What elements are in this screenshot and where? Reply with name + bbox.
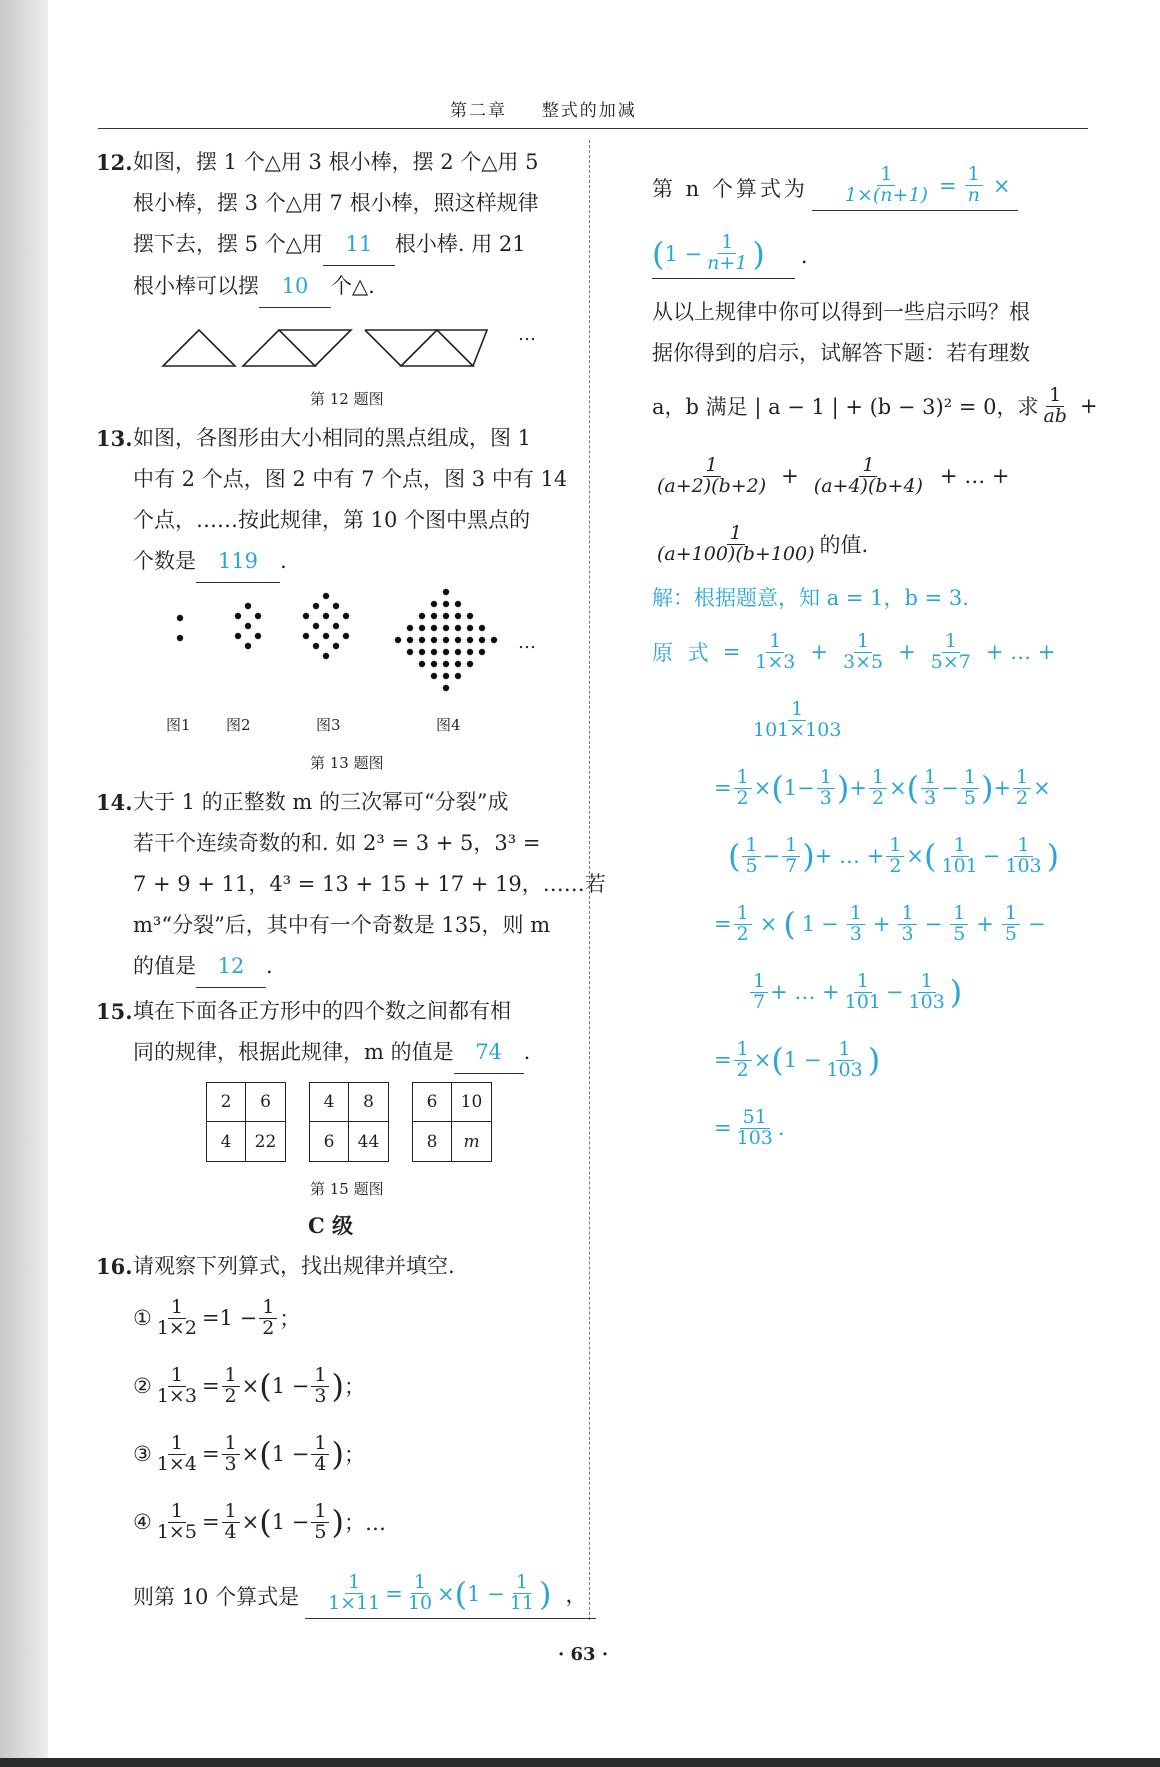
q15-square-3 [412, 1082, 492, 1162]
q15-line2: 同的规律，根据此规律，m 的值是 74 . [133, 1032, 530, 1074]
solution-line2: 原 式 = $\frac{1}{1\times 3}$ + $\frac{1}{3\times 5}$ + $\frac{1}{5\times 7}$ + … + [652, 629, 1056, 673]
q16-nth-answer-part2: ( 1 − $\frac{1}{n+1}$ ) [652, 233, 795, 279]
dot [443, 589, 449, 595]
q13-text [133, 418, 567, 583]
dot [431, 601, 437, 607]
dot [313, 603, 319, 609]
dot [419, 613, 425, 619]
q16-number: 16. [96, 1254, 133, 1279]
solution-step3: = $\frac{1}{2}$ × ( 1 − $\frac{1}{103}$ ) [714, 1037, 881, 1081]
dot [455, 637, 461, 643]
q12-answer-blank-2: 10 [259, 266, 331, 308]
dot [479, 625, 485, 631]
q13-caption: 第 13 题图 [310, 754, 384, 772]
chapter-label: 第二章 [450, 101, 507, 121]
q12-figure-ellipsis: … [518, 324, 536, 345]
q13-fig2-label: 图2 [226, 716, 251, 734]
dot [313, 623, 319, 629]
q16-tenth-answer: $\frac{1}{1\times 11}$ = $\frac{1}{10}$ × ( 1 − $\frac{1}{11}$ ) ， [305, 1573, 596, 1619]
dot [431, 613, 437, 619]
solution-step1: = $\frac{1}{2}$ × ( 1 − $\frac{1}{3}$ ) + $\frac{1}{2}$ × ( $\frac{1}{3}$ − $\frac{1}{5}$ ) + $\frac{1}{2}$ × [714, 765, 1051, 809]
dot [443, 625, 449, 631]
figure-two-triangles-lower [243, 330, 315, 366]
dot [333, 623, 339, 629]
right-line4: $\frac{1}{(a+2)(b+2)}$ + $\frac{1}{(a+4)(b+4)}$ + … + [657, 453, 1010, 497]
figure-two-triangles-upper [279, 330, 351, 366]
square-cell: 4 [207, 1122, 246, 1161]
dot [419, 649, 425, 655]
dot [255, 633, 261, 639]
dot [467, 613, 473, 619]
q16-nth-formula-cont: ( 1 − $\frac{1}{n+1}$ ) . [652, 226, 808, 286]
right-line5: $\frac{1}{(a+100)(b+100)}$ 的值. [657, 521, 869, 565]
q13-line4: 个数是 119 . [133, 541, 567, 583]
solution-line3: $\frac{1}{101\times 103}$ [753, 697, 842, 741]
dot [395, 637, 401, 643]
q16-intro: 请观察下列算式，找出规律并填空. [133, 1254, 455, 1278]
q12-line3: 摆下去，摆 5 个△用 11 根小棒. 用 21 [133, 224, 539, 266]
dot [333, 643, 339, 649]
square-cell: 8 [413, 1122, 452, 1161]
textbook-page [48, 0, 1160, 1758]
q12-line1: 如图，摆 1 个△用 3 根小棒，摆 2 个△用 5 [133, 150, 539, 174]
dot [467, 625, 473, 631]
q14-text [133, 782, 606, 988]
dot [419, 661, 425, 667]
dot [177, 635, 183, 641]
square-cell: 22 [254, 1131, 277, 1152]
q12-line2: 根小棒，摆 3 个△用 7 根小棒，照这样规律 [133, 191, 539, 215]
square-cell: 6 [310, 1122, 349, 1161]
dot [303, 633, 309, 639]
right-line3: a，b 满足 | a − 1 | + (b − 3)² = 0，求 $\frac{1}{ab}$ + [652, 383, 1098, 427]
dot [333, 603, 339, 609]
right-line2: 据你得到的启示，试解答下题：若有理数 [652, 341, 1030, 365]
page-edge-shadow [0, 0, 48, 1767]
dot [443, 637, 449, 643]
q15-square-1 [206, 1082, 286, 1162]
dot [323, 593, 329, 599]
q15-answer-blank: 74 [454, 1032, 524, 1074]
dot [443, 613, 449, 619]
solution-step2: = $\frac{1}{2}$ × ( 1 − $\frac{1}{3}$ + $\frac{1}{3}$ − $\frac{1}{5}$ + $\frac{1}{5}$ − [714, 901, 1046, 945]
running-header [450, 96, 637, 121]
q12-number: 12. [96, 150, 133, 175]
dot [443, 673, 449, 679]
dot [431, 661, 437, 667]
dot [479, 649, 485, 655]
q14-answer-blank: 12 [196, 946, 266, 988]
bottom-bar [0, 1758, 1160, 1767]
q13-number: 13. [96, 426, 133, 451]
q16-formula-3: ③ $\frac{1}{1\times 4}$ = $\frac{1}{3}$ × ( 1 − $\frac{1}{4}$ ) ； [133, 1431, 365, 1475]
q13-fig1-label: 图1 [166, 716, 191, 734]
square-cell: 6 [246, 1083, 285, 1122]
q16-nth-answer-part1: $\frac{1}{1\times(n+1)}$ = $\frac{1}{n}$ × [812, 165, 1019, 211]
dot [323, 653, 329, 659]
dot [419, 637, 425, 643]
chapter-title: 整式的加减 [541, 101, 637, 121]
q14-line2: 若干个连续奇数的和. 如 2³ = 3 + 5，3³ = [133, 831, 541, 855]
dot [177, 615, 183, 621]
solution-step1-cont: ( $\frac{1}{5}$ − $\frac{1}{7}$ ) + … + $\frac{1}{2}$ × ( $\frac{1}{101}$ − $\frac{1}{103}$ ) [728, 833, 1060, 877]
dot [491, 637, 497, 643]
q12-line4: 根小棒可以摆 10 个△. [133, 266, 539, 308]
q14-line3: 7 + 9 + 11，4³ = 13 + 15 + 17 + 19，……若 [133, 872, 606, 896]
dot [407, 637, 413, 643]
dot [431, 649, 437, 655]
dot [479, 637, 485, 643]
dot [343, 633, 349, 639]
dot [303, 613, 309, 619]
q16-formula-1: ① $\frac{1}{1\times 2}$ = 1 − $\frac{1}{2}$ ； [133, 1295, 301, 1339]
dot [443, 649, 449, 655]
q13-fig3-label: 图3 [316, 716, 341, 734]
dot [407, 625, 413, 631]
square-cell: m [463, 1131, 480, 1152]
dot [455, 649, 461, 655]
dot [455, 613, 461, 619]
q13-figure-ellipsis: … [518, 632, 536, 653]
dot [245, 603, 251, 609]
dot [443, 685, 449, 691]
q13-fig4-label: 图4 [436, 716, 461, 734]
dot [467, 649, 473, 655]
q12-caption: 第 12 题图 [310, 390, 384, 408]
right-problem-text [652, 292, 1030, 374]
q14-line5: 的值是 12 . [133, 946, 606, 988]
q13-answer-blank: 119 [196, 541, 280, 583]
dot [235, 633, 241, 639]
q14-number: 14. [96, 790, 133, 815]
q13-line2: 中有 2 个点，图 2 中有 7 个点，图 3 中有 14 [133, 467, 568, 491]
square-cell: 4 [310, 1083, 349, 1122]
dot [455, 661, 461, 667]
dot [467, 661, 473, 667]
dot [431, 625, 437, 631]
q15-line1: 填在下面各正方形中的四个数之间都有相 [133, 999, 511, 1023]
level-heading: C 级 [308, 1213, 354, 1238]
q16-formula-2: ② $\frac{1}{1\times 3}$ = $\frac{1}{2}$ × ( 1 − $\frac{1}{3}$ ) ； [133, 1363, 365, 1407]
figure-three-lower-a [401, 330, 473, 366]
dot [245, 643, 251, 649]
q12-triangles-figure [161, 324, 511, 370]
dot [235, 613, 241, 619]
dot [455, 601, 461, 607]
header-rule [98, 128, 1088, 129]
dot [443, 601, 449, 607]
dot [245, 623, 251, 629]
figure-three-left-edge [365, 330, 401, 366]
dot [443, 661, 449, 667]
q15-text [133, 991, 530, 1074]
dot [313, 643, 319, 649]
q16-nth-formula: 第 n 个算式为 $\frac{1}{1\times(n+1)}$ = $\frac{1}{n}$ × [652, 158, 1018, 218]
dot [323, 613, 329, 619]
q13-dots-figure [158, 588, 538, 718]
q14-line1: 大于 1 的正整数 m 的三次幂可“分裂”成 [133, 790, 509, 814]
dot [431, 637, 437, 643]
square-cell: 8 [349, 1083, 388, 1122]
square-cell: 44 [357, 1131, 380, 1152]
dot [419, 625, 425, 631]
q16-tenth-formula: 则第 10 个算式是 $\frac{1}{1\times 11}$ = $\frac{1}{10}$ × ( 1 − $\frac{1}{11}$ ) ， [133, 1566, 596, 1626]
q15-square-2 [309, 1082, 389, 1162]
right-line1: 从以上规律中你可以得到一些启示吗？根 [652, 300, 1030, 324]
page-number: · 63 · [558, 1644, 609, 1665]
square-cell: 6 [413, 1083, 452, 1122]
dot [343, 613, 349, 619]
q16-formula-4: ④ $\frac{1}{1\times 5}$ = $\frac{1}{4}$ × ( 1 − $\frac{1}{5}$ ) ；… [133, 1499, 386, 1543]
q13-line3: 个点，……按此规律，第 10 个图中黑点的 [133, 508, 531, 532]
figure-one-triangle [163, 330, 235, 366]
dot [431, 673, 437, 679]
q15-number: 15. [96, 999, 133, 1024]
dot [407, 649, 413, 655]
q15-caption: 第 15 题图 [310, 1180, 384, 1198]
dot [455, 673, 461, 679]
dot [467, 637, 473, 643]
square-cell: 2 [207, 1083, 246, 1122]
solution-final: = $\frac{51}{103}$ . [714, 1105, 785, 1149]
dot [455, 625, 461, 631]
q12-text [133, 142, 539, 308]
q14-line4: m³“分裂”后，其中有一个奇数是 135，则 m [133, 913, 551, 937]
dot [323, 633, 329, 639]
q13-line1: 如图，各图形由大小相同的黑点组成，图 1 [133, 426, 532, 450]
solution-line1: 解：根据题意，知 a = 1，b = 3. [652, 586, 969, 610]
dot [255, 613, 261, 619]
q12-answer-blank-1: 11 [323, 224, 395, 266]
square-cell: 10 [452, 1083, 491, 1122]
solution-step2-cont: $\frac{1}{7}$ + … + $\frac{1}{101}$ − $\frac{1}{103}$ ) [748, 962, 962, 1022]
